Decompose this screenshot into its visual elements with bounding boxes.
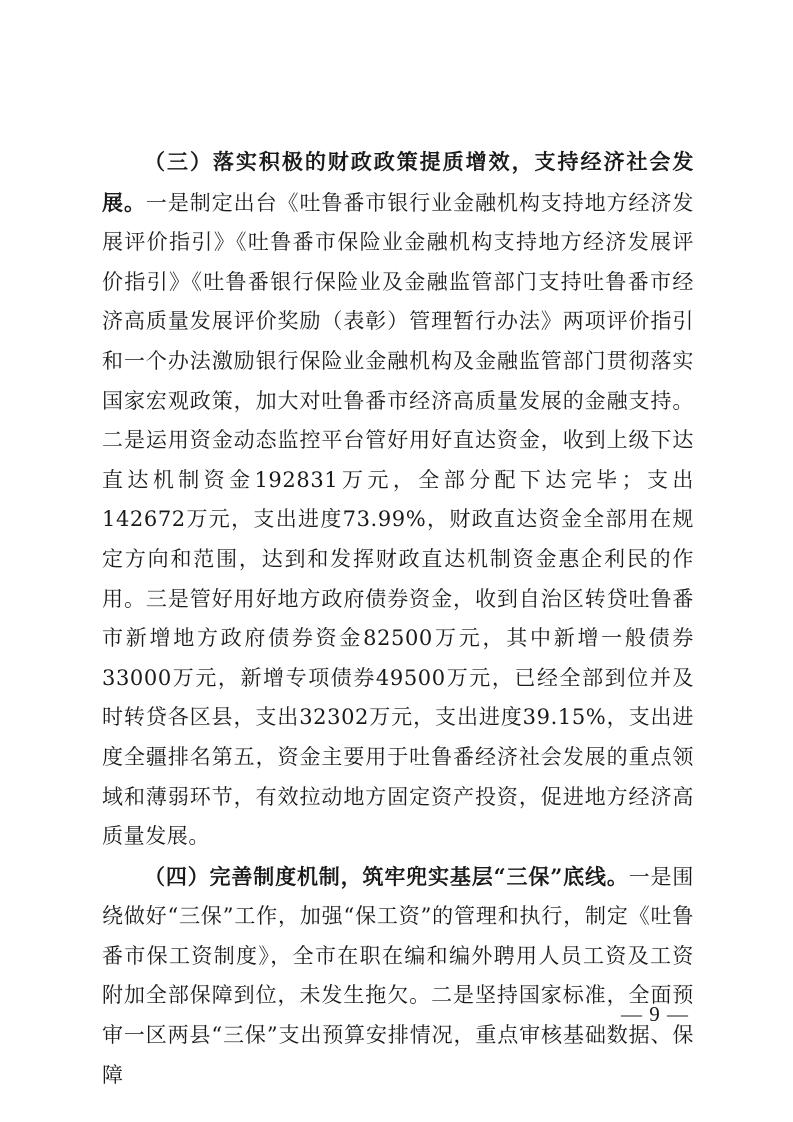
page-number: — 9 — (621, 1002, 689, 1026)
section-4-heading: （四）完善制度机制，筑牢兜实基层“三保”底线。 (144, 863, 629, 889)
section-3-body: 一是制定出台《吐鲁番市银行业金融机构支持地方经济发展评价指引》《吐鲁番市保险业金融机构支持地方经济发展评价指引》《吐鲁番银行保险业及金融监管部门支持吐鲁番市经济高质量发展评价奖励（表彰）管理暂行办法》两项评价指引和一个办法激励银行保险业金融机构及金融监管部门贯彻落实国家宏观政策，加大对吐鲁番市经济高质量发展的金融支持。二是运用资金动态监控平台管好用好直达资金，收到上级下达直达机制资金192831万元，全部分配下达完毕；支出142672万元，支出进度73.99%，财政直达资金全部用在规定方向和范围，达到和发挥财政直达机制资金惠企利民的作用。三是管好用好地方政府债券资金，收到自治区转贷吐鲁番市新增地方政府债券资金82500万元，其中新增一般债券33000万元，新增专项债券49500万元，已经全部到位并及时转贷各区县，支出32302万元，支出进度39.15%，支出进度全疆排名第五，资金主要用于吐鲁番经济社会发展的重点领域和薄弱环节，有效拉动地方固定资产投资，促进地方经济高质量发展。 (102, 190, 695, 849)
paragraph-section-4 (102, 857, 694, 1096)
paragraph-section-3 (102, 142, 694, 857)
document-body (102, 142, 694, 1095)
section-3-heading: （三）落实积极的财政政策提质增效，支持经济社会发展。 (102, 149, 694, 215)
section-4-body: 一是围绕做好“三保”工作，加强“保工资”的管理和执行，制定《吐鲁番市保工资制度》，全市在职在编和编外聘用人员工资及工资附加全部保障到位，未发生拖欠。二是坚持国家标准，全面预审一区两县“三保”支出预算安排情况，重点审核基础数据、保障 (102, 864, 694, 1087)
